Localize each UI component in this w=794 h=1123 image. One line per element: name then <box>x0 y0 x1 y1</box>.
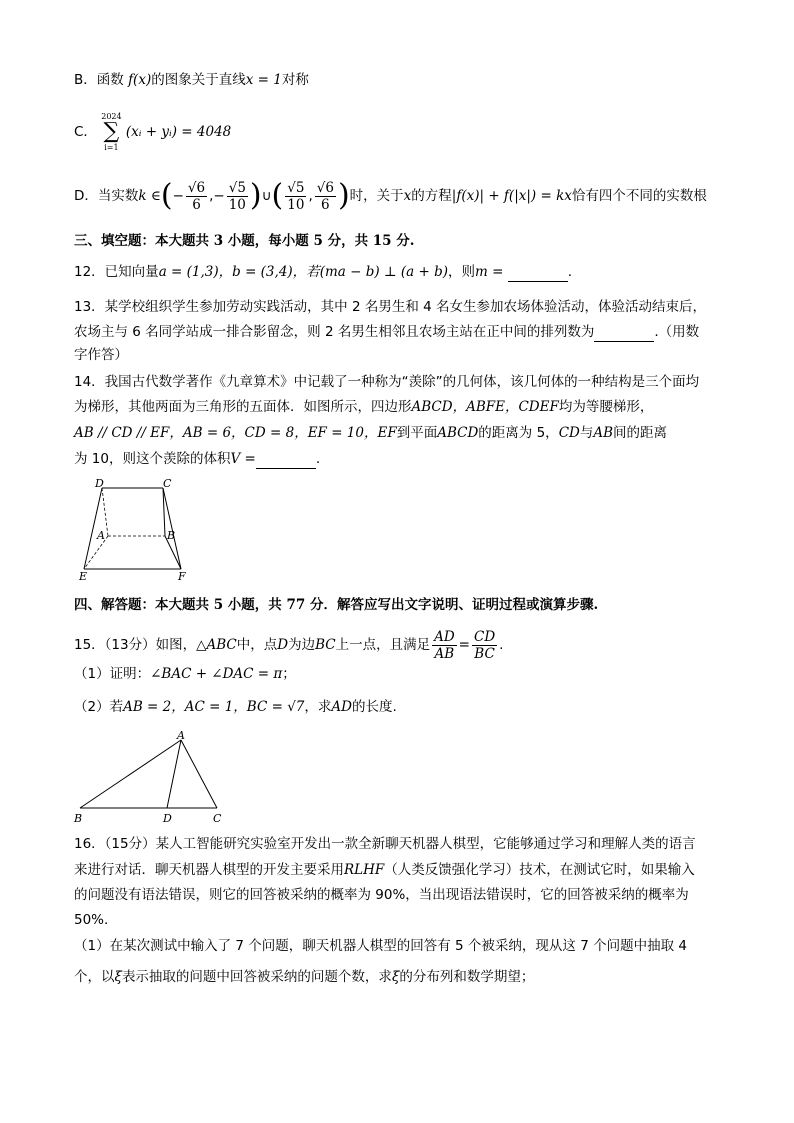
question-13-line-2: 农场主与 6 名同学站成一排合影留念，则 2 名男生相邻且农场主站在正中间的排列数为 .（用数 <box>74 324 700 340</box>
question-15-part-2: （2）若AB = 2，AC = 1，BC = √7，求AD的长度. <box>74 699 397 715</box>
sum-lower: i=1 <box>104 143 119 152</box>
text: 时，关于 <box>349 188 404 204</box>
question-16-line-2: 来进行对话．聊天机器人棋型的开发主要采用RLHF（人类反馈强化学习）技术，在测试它时，如果输入 <box>74 862 695 878</box>
question-16-line-1: 16．（15分）某人工智能研究实验室开发出一款全新聊天机器人棋型，它能够通过学习和理解人类的语言 <box>74 836 696 852</box>
paren: ) <box>337 178 350 213</box>
option-d: D．当实数k ∈(− $\frac{√6}{6}$ ,− $\frac{√5}{10}$ )∪( $\frac{√5}{10}$ , $\frac{√6}{6}$ )时，关于x的方程|f(x)| + f(|x|) = kx恰有四个不同的实数根 <box>74 178 707 213</box>
text: 的方程 <box>411 188 452 204</box>
math: a = (1,3)，b = (3,4)，若 <box>158 264 320 280</box>
label-e: E <box>79 570 88 583</box>
option-c <box>74 112 231 152</box>
sigma-symbol: ∑ <box>103 119 120 144</box>
text: 12．已知向量 <box>74 264 159 280</box>
paren: ( <box>160 178 173 213</box>
math: |f(x)| + f(|x|) = kx <box>451 188 572 204</box>
sum-upper: 2024 <box>101 112 122 121</box>
math: (xᵢ + yᵢ) = 4048 <box>125 124 232 140</box>
label-b: B <box>167 529 176 542</box>
question-15-line-1: 15．（13分）如图，△ABC中，点D为边BC上一点，且满足 $\frac{AD}{AB}$ = $\frac{CD}{BC}$ . <box>74 628 504 662</box>
summation <box>101 112 121 152</box>
text: 恰有四个不同的实数根 <box>571 188 707 204</box>
question-14-line-4: 为 10，则这个羡除的体积V = . <box>74 451 321 467</box>
figure-triangle <box>70 728 240 826</box>
label-c: C <box>163 477 172 490</box>
section-heading: 三、填空题：本大题共 3 小题，每小题 5 分，共 15 分. <box>74 233 415 249</box>
fraction: $\frac{CD}{BC}$ <box>473 628 496 662</box>
question-15-part-1: （1）证明：∠BAC + ∠DAC = π； <box>74 666 296 682</box>
fraction: $\frac{√6}{6}$ <box>187 179 206 213</box>
option-label: B． <box>74 72 97 88</box>
math: m = <box>475 264 504 280</box>
option-label: C． <box>74 124 97 140</box>
question-16-line-4: 50%. <box>74 912 109 928</box>
figure-xianchu <box>75 476 195 584</box>
answer-blank <box>508 267 568 282</box>
fraction: $\frac{√6}{6}$ <box>316 179 334 213</box>
question-13-line-3: 字作答） <box>74 347 128 363</box>
text: 的图象关于直线 <box>151 72 246 88</box>
label-c: C <box>213 812 222 825</box>
math: f(x) <box>128 72 152 88</box>
math: (ma − b) ⊥ (a + b) <box>319 264 449 280</box>
math: k ∈ <box>138 188 161 204</box>
question-16-line-3: 的问题没有语法错误，则它的回答被采纳的概率为 90%，当出现语法错误时，它的回答被采纳的概率为 <box>74 887 689 903</box>
question-12 <box>74 262 572 282</box>
answer-blank <box>256 454 316 469</box>
paren: ( <box>271 178 284 213</box>
question-14-line-3: AB // CD // EF，AB = 6，CD = 8，EF = 10，EF到平面ABCD的距离为 5，CD与AB间的距离 <box>74 425 668 441</box>
text: 对称 <box>281 72 309 88</box>
text: . <box>567 264 573 280</box>
question-13-line-1: 13．某学校组织学生参加劳动实践活动，其中 2 名男生和 4 名女生参加农场体验活动，体验活动结束后， <box>74 299 707 315</box>
label-a: A <box>97 529 105 542</box>
label-f: F <box>178 570 186 583</box>
label-a: A <box>177 729 185 742</box>
fraction: $\frac{√5}{10}$ <box>287 179 305 213</box>
label-d: D <box>95 477 104 490</box>
text: 函数 <box>96 72 124 88</box>
label-d: D <box>163 812 172 825</box>
math: x <box>403 188 412 204</box>
label-b: B <box>74 812 83 825</box>
option-label: D． <box>74 188 98 204</box>
option-b <box>74 70 309 90</box>
text: 当实数 <box>97 188 139 204</box>
section-heading: 四、解答题：本大题共 5 小题，共 77 分．解答应写出文字说明、证明过程或演算步骤. <box>74 597 599 613</box>
question-16-part-1-line-2: 个，以ξ表示抽取的问题中回答被采纳的问题个数，求ξ的分布列和数学期望； <box>74 969 535 985</box>
math: x = 1 <box>245 72 282 88</box>
fraction: $\frac{AD}{AB}$ <box>434 628 455 662</box>
question-16-part-1-line-1: （1）在某次测试中输入了 7 个问题，聊天机器人棋型的回答有 5 个被采纳，现从这 7 个问题中抽取 4 <box>74 938 687 954</box>
question-14-line-1: 14．我国古代数学著作《九章算术》中记载了一种称为“羡除”的几何体，该几何体的一种结构是三个面均 <box>74 374 700 390</box>
question-14-line-2: 为梯形，其他两面为三角形的五面体．如图所示，四边形ABCD，ABFE，CDEF均为等腰梯形， <box>74 399 654 415</box>
answer-blank <box>594 327 654 342</box>
text: ，则 <box>448 264 476 280</box>
paren: ) <box>249 178 262 213</box>
fraction: $\frac{√5}{10}$ <box>228 179 246 213</box>
